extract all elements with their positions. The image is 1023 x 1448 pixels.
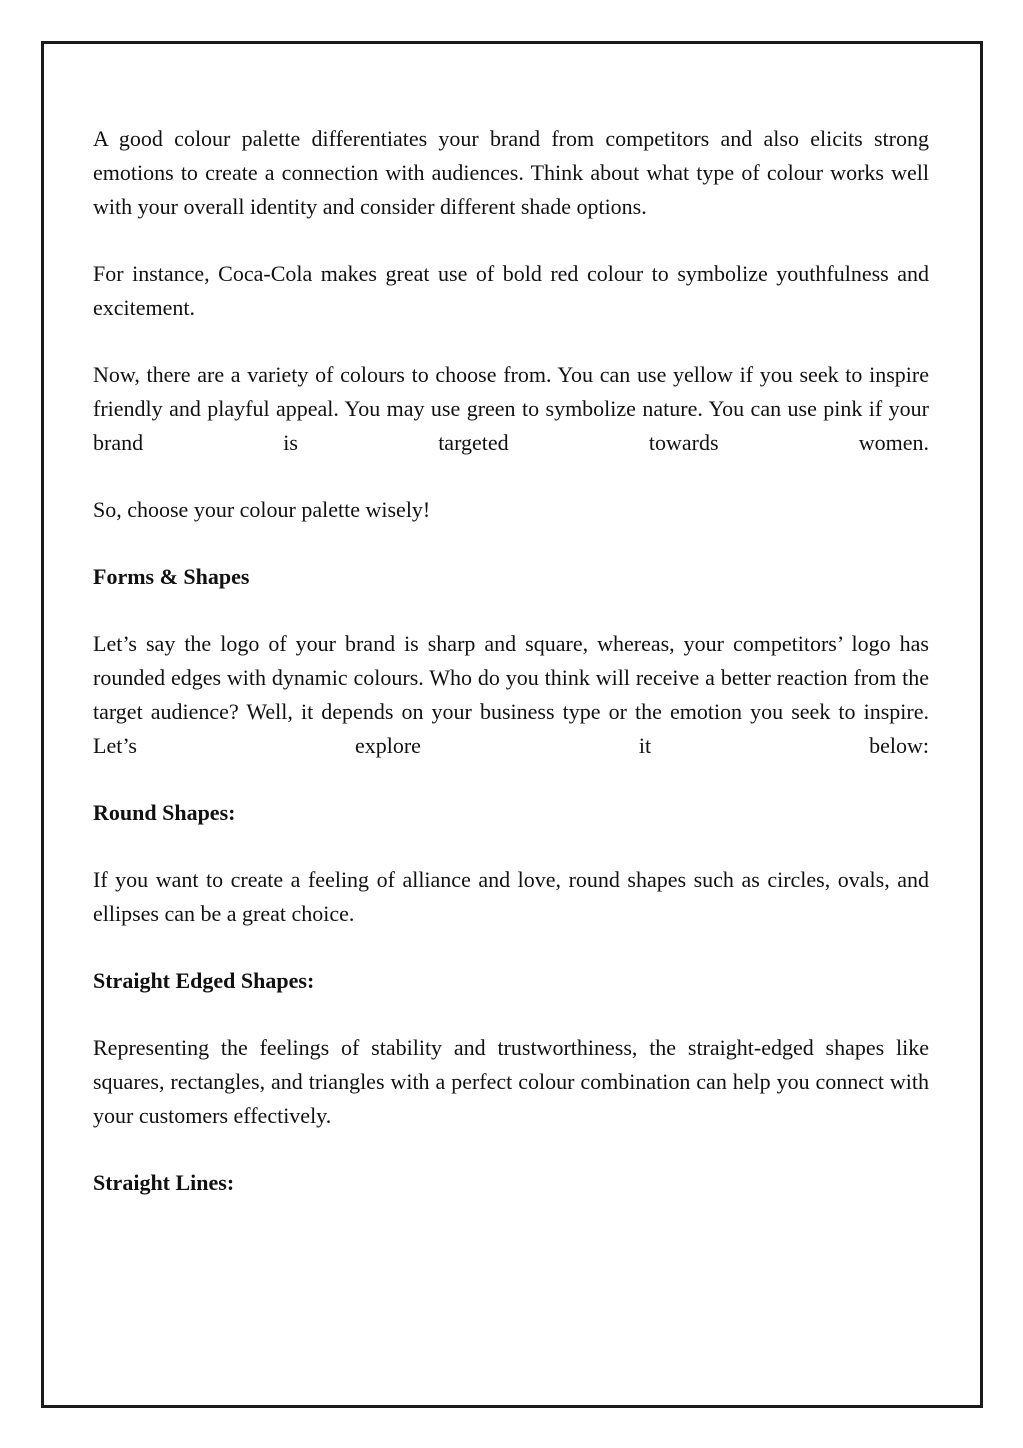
paragraph-choose-wisely: So, choose your colour palette wisely! xyxy=(93,497,431,522)
heading-forms-shapes: Forms & Shapes xyxy=(93,564,250,589)
paragraph-colour-palette-intro: A good colour palette differentiates your brand from competitors and also elicits strong emotions to create a connection with audiences. Think about what type of colour works well with your overall identity and consider different shade options. xyxy=(93,126,929,219)
heading-round-shapes: Round Shapes: xyxy=(93,800,236,825)
heading-straight-lines: Straight Lines: xyxy=(93,1170,235,1195)
paragraph-logo-comparison: Let’s say the logo of your brand is sharp and square, whereas, your competitors’ logo has rounded edges with dynamic colours. Who do you think will receive a better reaction from the target audience? Well, it depends on your business type or the emotion you seek to inspire. Let’s explore it below: xyxy=(93,631,929,758)
paragraph-round-shapes: If you want to create a feeling of alliance and love, round shapes such as circles, ovals, and ellipses can be a great choice. xyxy=(93,867,929,926)
heading-straight-edged-shapes: Straight Edged Shapes: xyxy=(93,968,315,993)
paragraph-coca-cola-example: For instance, Coca-Cola makes great use of bold red colour to symbolize youthfulness and excitement. xyxy=(93,261,929,320)
paragraph-colour-variety: Now, there are a variety of colours to choose from. You can use yellow if you seek to inspire friendly and playful appeal. You may use green to symbolize nature. You can use pink if your brand is targeted towards women. xyxy=(93,362,929,455)
paragraph-straight-edged-shapes: Representing the feelings of stability and trustworthiness, the straight-edged shapes like squares, rectangles, and triangles with a perfect colour combination can help you connect with your customers effectively. xyxy=(93,1035,929,1128)
document-body xyxy=(93,122,929,1233)
